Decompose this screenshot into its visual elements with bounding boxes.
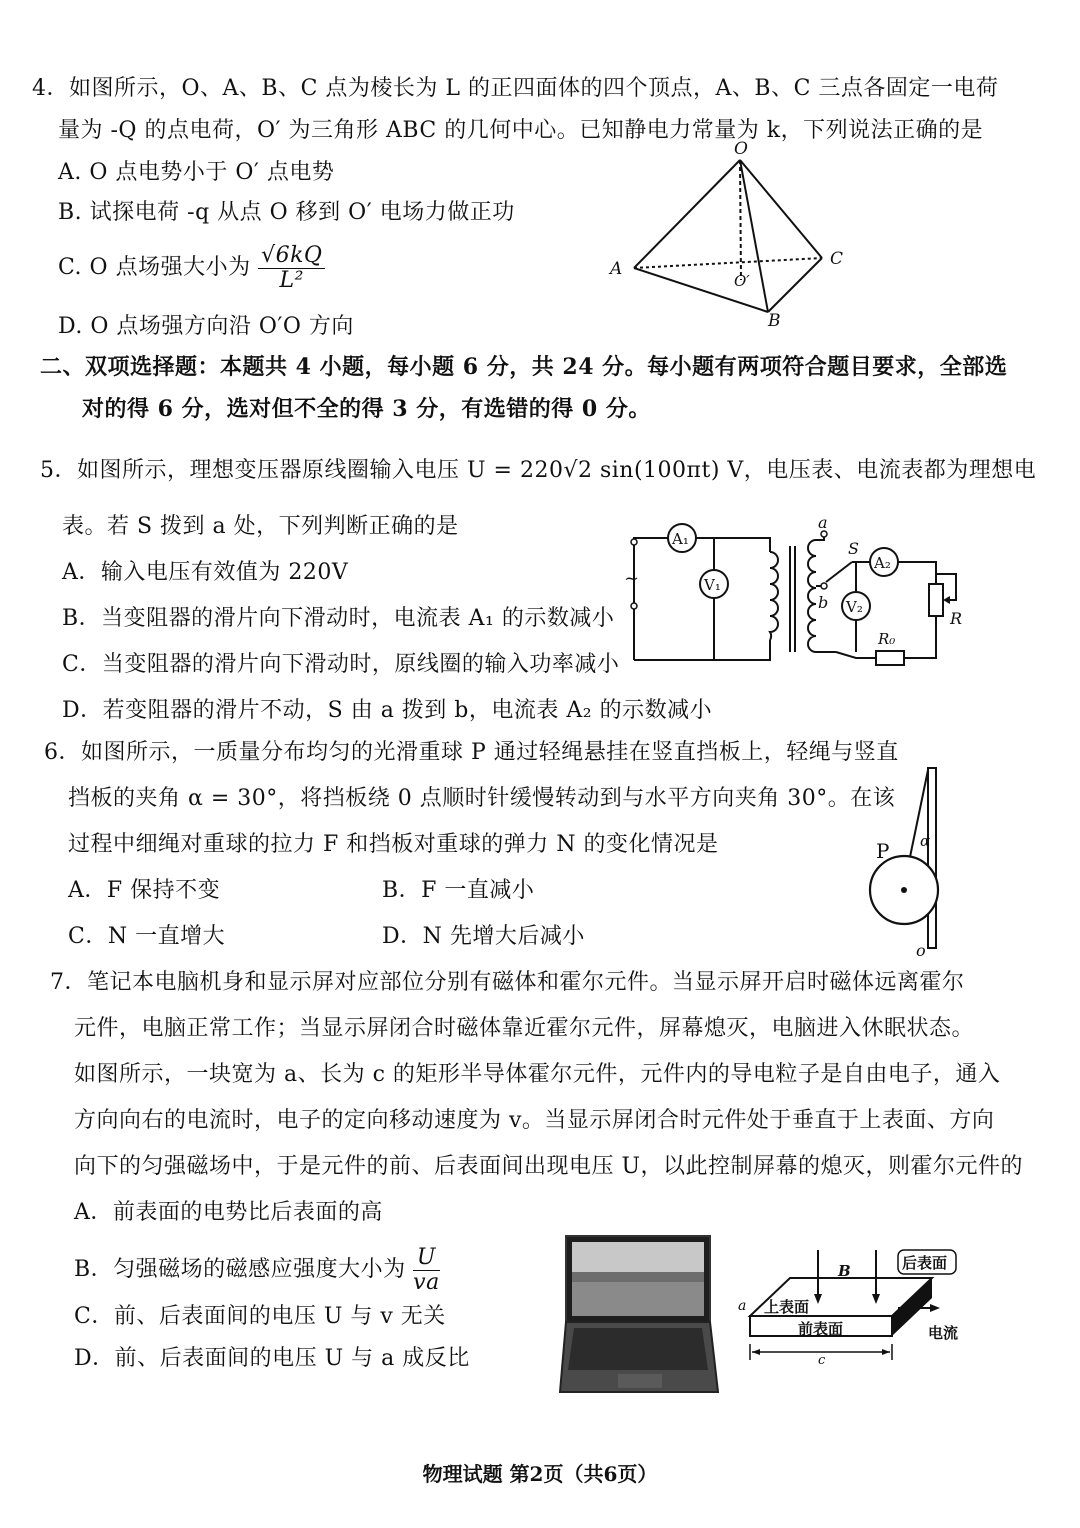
q5-label-s: S <box>848 539 859 558</box>
q5-label-r0: R₀ <box>878 630 896 648</box>
q5-circuit-figure <box>620 512 970 662</box>
q7-option-b-fraction <box>413 1246 440 1295</box>
q6-sphere-figure <box>860 764 960 960</box>
q5-option-d: D．若变阻器的滑片不动，S 由 a 拨到 b，电流表 A₂ 的示数减小 <box>62 698 713 723</box>
q7-stem-line5: 向下的匀强磁场中，于是元件的前、后表面间出现电压 U，以此控制屏幕的熄灭，则霍尔元件的 <box>74 1154 1024 1179</box>
q4-label-a: A <box>610 259 623 279</box>
q4-option-d: D. O 点场强方向沿 O′O 方向 <box>58 314 354 339</box>
q7-stem-line4: 方向向右的电流时，电子的定向移动速度为 v。当显示屏闭合时元件处于垂直于上表面、方向 <box>74 1108 995 1133</box>
q5-label-a1: A₁ <box>672 530 689 548</box>
q4-option-c-text: C. O 点场强大小为 <box>58 255 251 280</box>
q7-option-b-numerator: U <box>413 1246 440 1271</box>
q4-label-c: C <box>830 249 844 269</box>
q7-option-c: C．前、后表面间的电压 U 与 v 无关 <box>74 1304 446 1329</box>
q7-laptop-image <box>560 1234 720 1394</box>
q7-label-back-surface: 后表面 <box>902 1254 948 1272</box>
q4-label-o: O <box>734 139 748 159</box>
q6-option-d: D．N 先增大后减小 <box>382 924 585 949</box>
q7-option-b-text: B．匀强磁场的磁感应强度大小为 <box>74 1257 406 1282</box>
q7-label-top-surface: 上表面 <box>764 1298 810 1316</box>
q4-stem-line2: 量为 -Q 的点电荷，O′ 为三角形 ABC 的几何中心。已知静电力常量为 k，下列说法正确的是 <box>58 118 984 143</box>
q7-option-a: A．前表面的电势比后表面的高 <box>74 1200 383 1225</box>
q4-option-a: A. O 点电势小于 O′ 点电势 <box>58 160 335 185</box>
q7-hall-element-figure <box>738 1248 968 1372</box>
q4-option-c-numerator: √6kQ <box>258 244 325 269</box>
q7-option-d: D．前、后表面间的电压 U 与 a 成反比 <box>74 1346 470 1371</box>
q5-label-a2: A₂ <box>874 554 891 572</box>
page-footer: 物理试题 第2页（共6页） <box>422 1462 658 1486</box>
q7-stem-line1: 7．笔记本电脑机身和显示屏对应部位分别有磁体和霍尔元件。当显示屏开启时磁体远离霍尔 <box>50 970 965 995</box>
q4-label-b: B <box>768 311 781 331</box>
q7-label-a: a <box>738 1298 747 1314</box>
q6-stem-line3: 过程中细绳对重球的拉力 F 和挡板对重球的弹力 N 的变化情况是 <box>68 832 719 857</box>
q7-stem-line2: 元件，电脑正常工作；当显示屏闭合时磁体靠近霍尔元件，屏幕熄灭，电脑进入休眠状态。 <box>74 1016 975 1041</box>
q7-label-c: c <box>818 1353 826 1368</box>
q5-option-a: A．输入电压有效值为 220V <box>62 560 349 585</box>
q4-option-b: B. 试探电荷 -q 从点 O 移到 O′ 电场力做正功 <box>58 200 515 225</box>
q5-stem-line2: 表。若 S 拨到 a 处，下列判断正确的是 <box>62 514 459 539</box>
q4-option-c <box>58 240 325 296</box>
section2-line2: 对的得 6 分，选对但不全的得 3 分，有选错的得 0 分。 <box>82 396 651 422</box>
q6-label-alpha: α <box>920 832 931 850</box>
q4-option-c-fraction <box>258 244 325 293</box>
q6-option-c: C．N 一直增大 <box>68 924 226 949</box>
section2-line1: 二、双项选择题：本题共 4 小题，每小题 6 分，共 24 分。每小题有两项符合题目要求，全部选 <box>40 354 1008 380</box>
q5-label-a: a <box>818 513 828 532</box>
q6-board <box>928 768 936 948</box>
q6-option-b: B．F 一直减小 <box>382 878 535 903</box>
q6-label-o: o <box>916 941 926 960</box>
q6-stem-line2: 挡板的夹角 α = 30°，将挡板绕 0 点顺时针缓慢转动到与水平方向夹角 30°。在该 <box>68 786 896 811</box>
q5-label-r: R <box>950 609 963 628</box>
q7-option-b-denominator: va <box>413 1269 440 1295</box>
q5-label-v2: V₂ <box>846 598 863 616</box>
q4-label-o-prime: O′ <box>734 272 750 290</box>
q5-label-b: b <box>818 593 829 612</box>
q5-stem-line1: 5．如图所示，理想变压器原线圈输入电压 U = 220√2 sin(100πt) V，电压表、电流表都为理想电 <box>40 458 1037 483</box>
q7-label-current: 电流 <box>928 1324 959 1342</box>
q7-option-b <box>74 1240 440 1300</box>
q6-option-a: A．F 保持不变 <box>68 878 221 903</box>
q5-option-b: B．当变阻器的滑片向下滑动时，电流表 A₁ 的示数减小 <box>62 606 615 631</box>
q4-tetrahedron-figure <box>600 140 870 340</box>
q6-label-p: P <box>876 839 890 863</box>
q5-switch-s <box>826 562 852 582</box>
q5-option-c: C．当变阻器的滑片向下滑动时，原线圈的输入功率减小 <box>62 652 620 677</box>
q7-label-b: B <box>838 1262 851 1280</box>
q5-resistor-r0 <box>876 651 904 665</box>
q4-option-c-denominator: L² <box>279 267 304 293</box>
q7-label-front-surface: 前表面 <box>798 1320 844 1338</box>
q6-stem-line1: 6．如图所示，一质量分布均匀的光滑重球 P 通过轻绳悬挂在竖直挡板上，轻绳与竖直 <box>44 740 899 765</box>
q4-stem-line1: 4．如图所示，O、A、B、C 点为棱长为 L 的正四面体的四个顶点，A、B、C 三点各固定一电荷 <box>32 76 999 101</box>
q5-ac-source-label: ~ <box>624 568 640 589</box>
q5-label-v1: V₁ <box>704 576 721 594</box>
q5-rheostat-r <box>929 584 943 616</box>
q7-stem-line3: 如图所示，一块宽为 a、长为 c 的矩形半导体霍尔元件，元件内的导电粒子是自由电子，通入 <box>74 1062 1001 1087</box>
